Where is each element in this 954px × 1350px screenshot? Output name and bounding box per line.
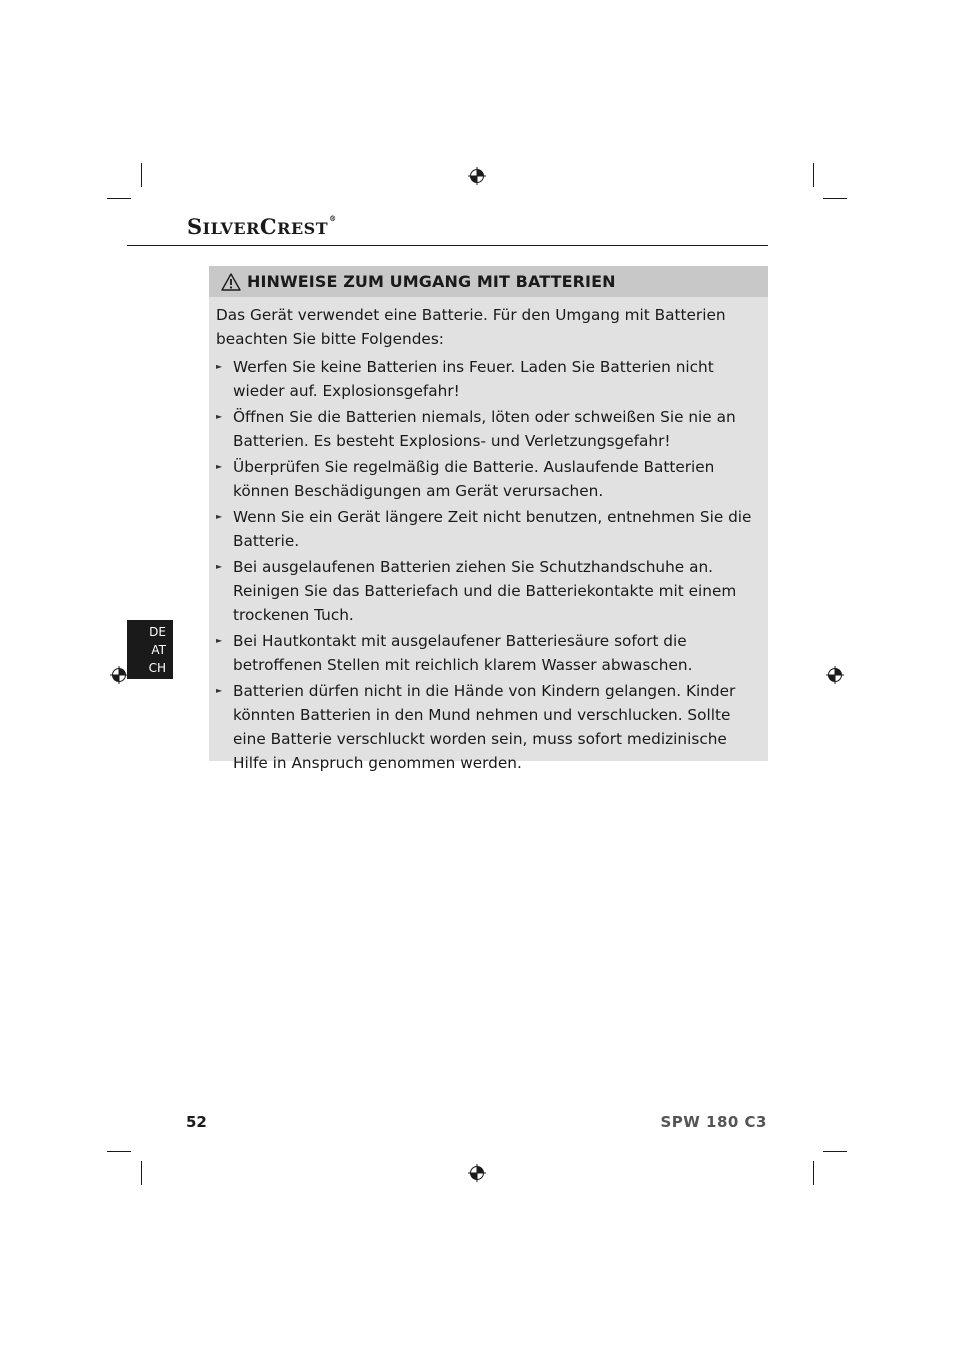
list-item: ► Bei Hautkontakt mit ausgelaufener Batteriesäure sofort die betroffenen Stellen mit reichlich klarem Wasser abwaschen.: [216, 629, 760, 677]
registration-mark-right-icon: [826, 666, 844, 684]
registration-mark-bottom-icon: [468, 1164, 486, 1182]
crop-mark-bottom-left-h: [107, 1151, 131, 1152]
bullet-arrow-icon: ►: [216, 562, 223, 571]
notice-title: HINWEISE ZUM UMGANG MIT BATTERIEN: [247, 272, 616, 291]
registration-mark-top-icon: [468, 167, 486, 185]
notice-list: [216, 355, 760, 775]
page-number: 52: [186, 1113, 207, 1131]
brand-logo: SILVERCREST®: [187, 214, 337, 239]
language-code: AT: [151, 642, 166, 657]
bullet-arrow-icon: ►: [216, 512, 223, 521]
list-item: ► Wenn Sie ein Gerät längere Zeit nicht benutzen, entnehmen Sie die Batterie.: [216, 505, 760, 553]
language-code: CH: [148, 660, 166, 675]
list-item: ► Überprüfen Sie regelmäßig die Batterie. Auslaufende Batterien können Beschädigungen am Gerät verursachen.: [216, 455, 760, 503]
bullet-arrow-icon: ►: [216, 636, 223, 645]
crop-mark-top-left-h: [107, 198, 131, 199]
notice-header: [209, 266, 768, 297]
bullet-arrow-icon: ►: [216, 412, 223, 421]
list-item: ► Batterien dürfen nicht in die Hände von Kindern gelangen. Kinder könnten Batterien in den Mund nehmen und verschlucken. Sollte eine Batterie verschluckt worden sein, muss sofort medizinische Hilfe in Anspruch genommen werden.: [216, 679, 760, 775]
crop-mark-bottom-right-h: [823, 1151, 847, 1152]
crop-mark-top-right-h: [823, 198, 847, 199]
list-item: ► Öffnen Sie die Batterien niemals, löten oder schweißen Sie nie an Batterien. Es besteht Explosions- und Verletzungsgefahr!: [216, 405, 760, 453]
list-item: ► Werfen Sie keine Batterien ins Feuer. Laden Sie Batterien nicht wieder auf. Explosionsgefahr!: [216, 355, 760, 403]
bullet-arrow-icon: ►: [216, 462, 223, 471]
bullet-arrow-icon: ►: [216, 686, 223, 695]
language-code: DE: [149, 624, 166, 639]
crop-mark-bottom-left-v: [141, 1161, 142, 1185]
model-number: SPW 180 C3: [660, 1113, 767, 1131]
bullet-arrow-icon: ►: [216, 362, 223, 371]
header-rule: [127, 245, 768, 246]
list-item: ► Bei ausgelaufenen Batterien ziehen Sie Schutzhandschuhe an. Reinigen Sie das Batteriefach und die Batteriekontakte mit einem trockenen Tuch.: [216, 555, 760, 627]
registration-mark-left-icon: [110, 666, 128, 684]
language-tab: [127, 620, 173, 679]
crop-mark-top-left-v: [141, 163, 142, 187]
battery-notice-box: [209, 266, 768, 772]
warning-triangle-icon: [221, 273, 241, 291]
notice-intro: Das Gerät verwendet eine Batterie. Für den Umgang mit Batterien beachten Sie bitte Folgendes:: [216, 306, 726, 348]
notice-body: [209, 297, 768, 775]
crop-mark-bottom-right-v: [813, 1161, 814, 1185]
crop-mark-top-right-v: [813, 163, 814, 187]
